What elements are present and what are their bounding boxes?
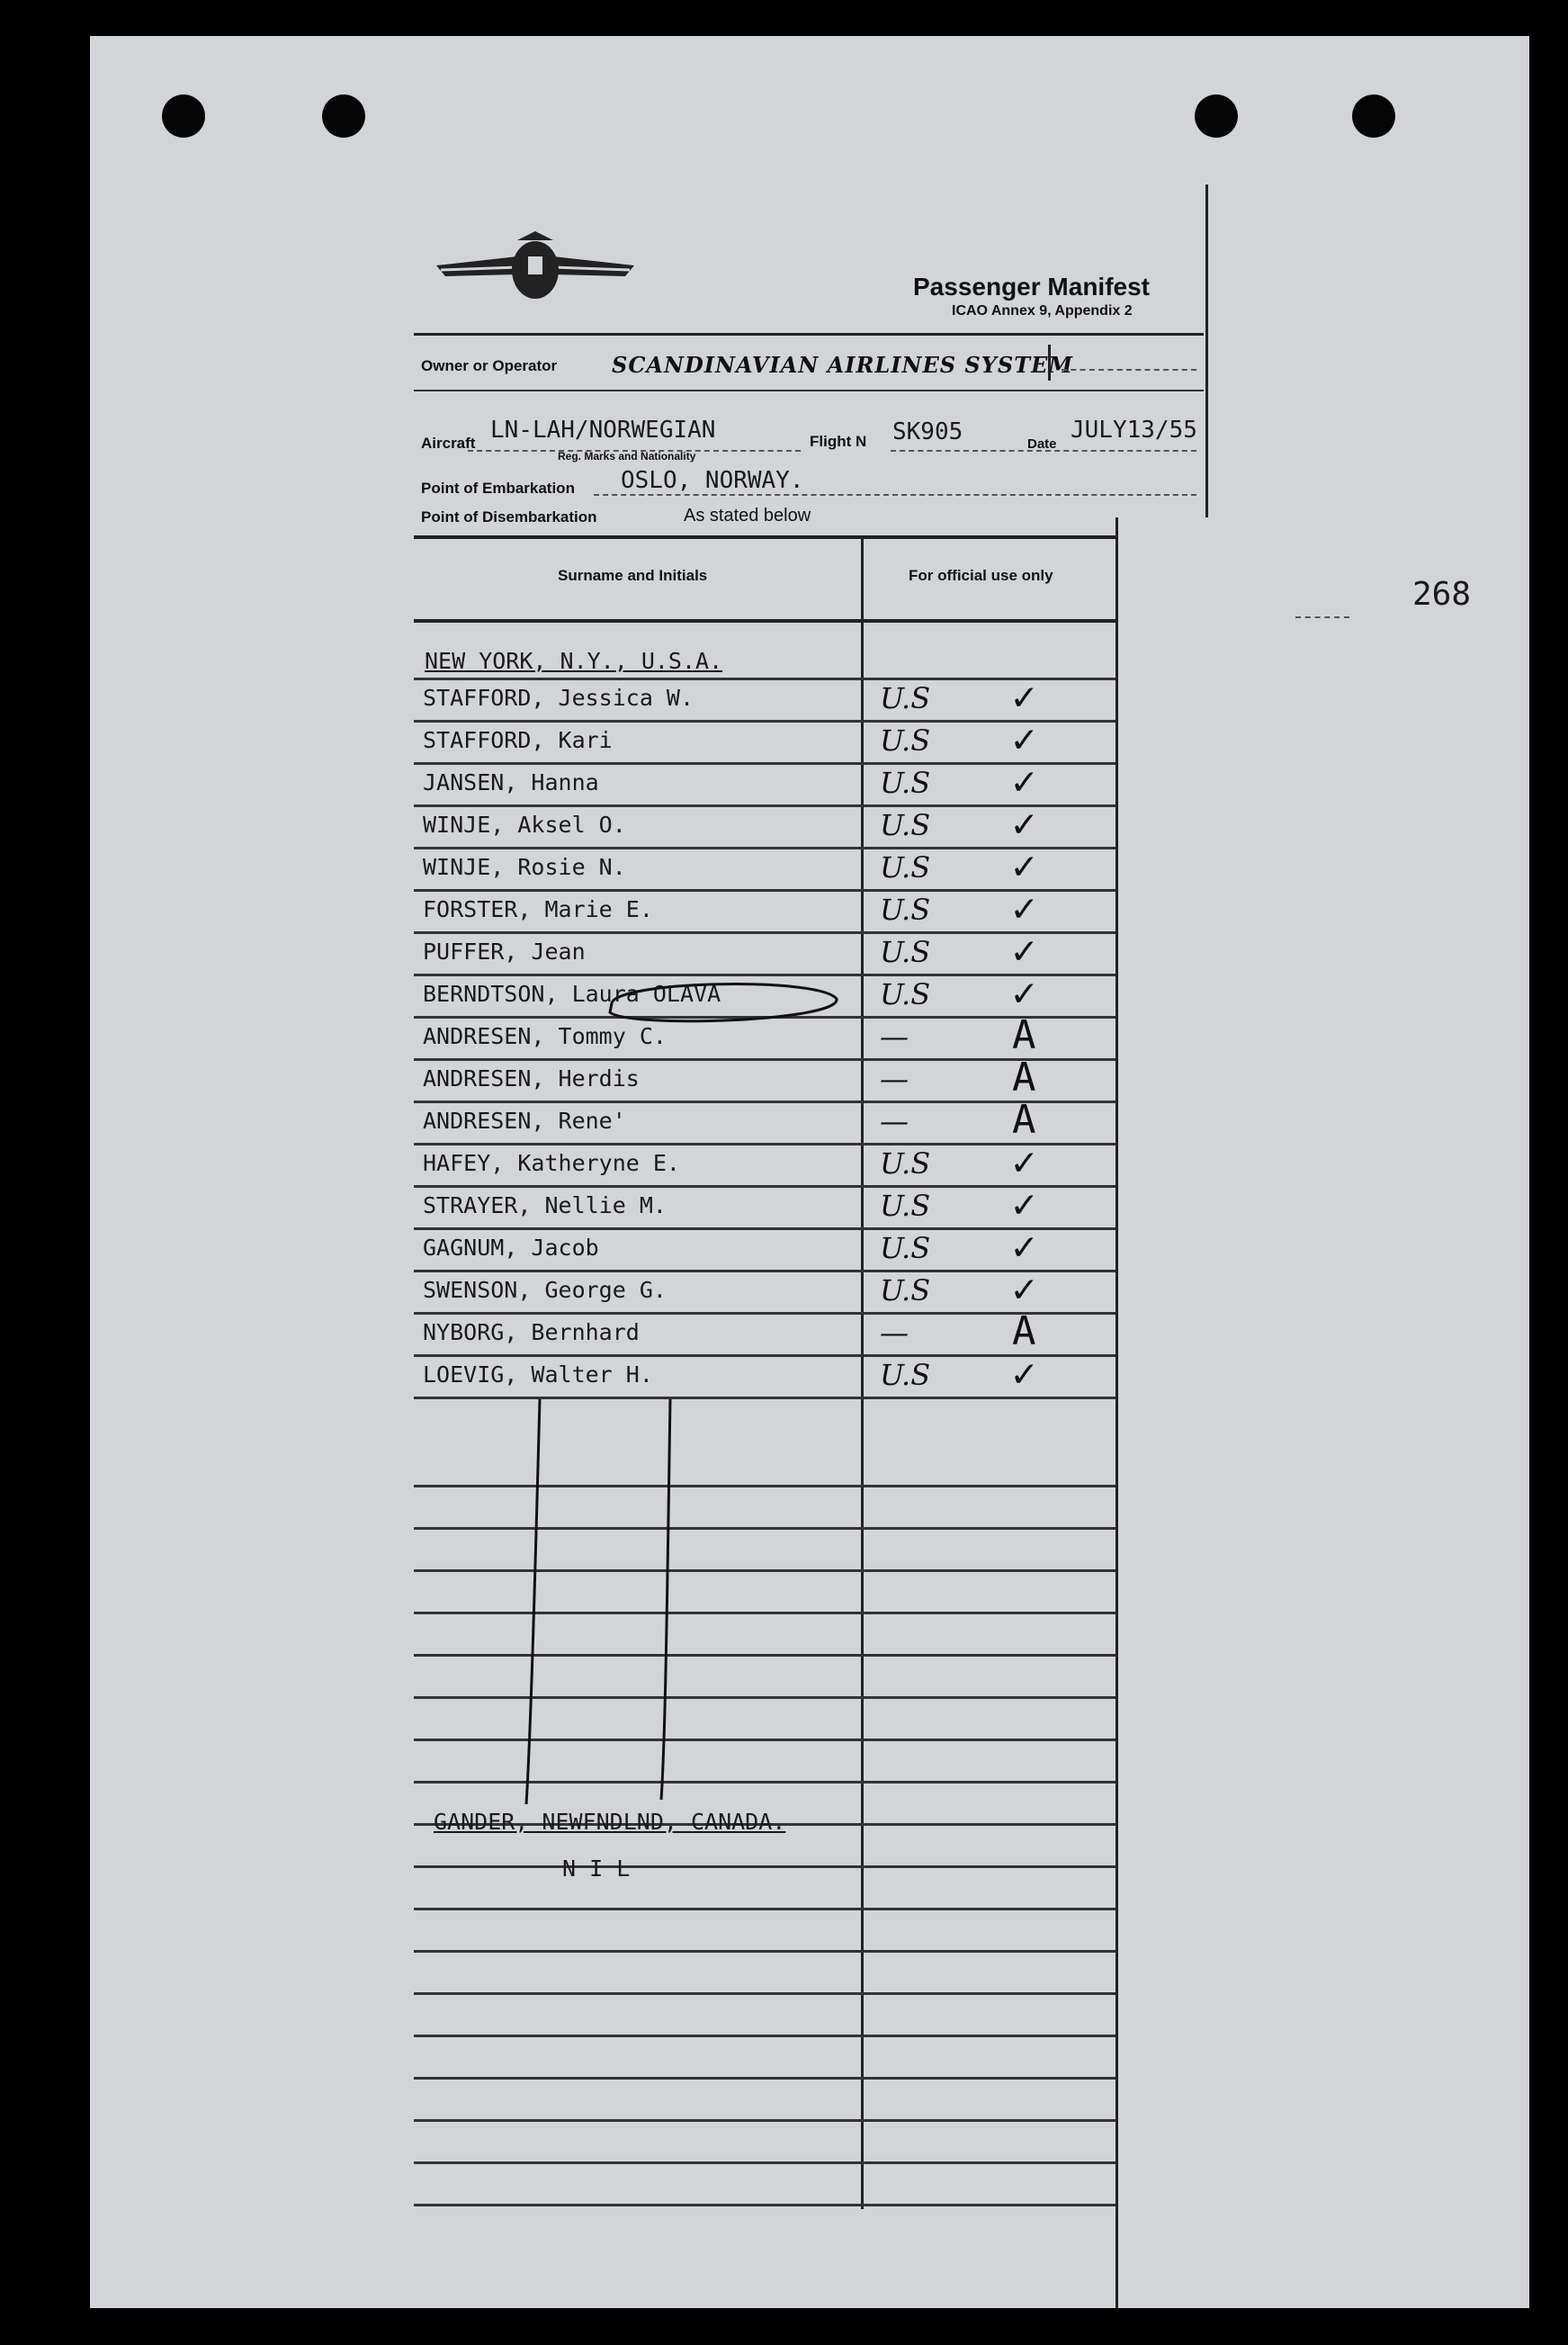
table-row (414, 1097, 1116, 1146)
destination-heading: NEW YORK, N.Y., U.S.A. (425, 648, 723, 674)
table-row (414, 1139, 1116, 1188)
check-mark: ✓ (1012, 970, 1036, 1016)
passenger-name: GAGNUM, Jacob (423, 1235, 599, 1261)
check-mark: A (1012, 1012, 1036, 1058)
punch-hole (322, 94, 365, 138)
handwritten-bracket-lines (504, 1390, 684, 1813)
table-row (414, 843, 1116, 892)
passenger-name: ANDRESEN, Rene' (423, 1108, 626, 1134)
disembark-label: Point of Disembarkation (421, 508, 597, 526)
passenger-name: HAFEY, Katheryne E. (423, 1150, 680, 1176)
official-mark: U.S (880, 766, 931, 800)
official-mark: U.S (880, 681, 931, 715)
passenger-name: LOEVIG, Walter H. (423, 1361, 653, 1388)
manifest-form (414, 184, 1205, 2308)
form-header (414, 184, 1208, 526)
flight-value: SK905 (892, 418, 963, 445)
name-circle (594, 976, 846, 1030)
passenger-name: NYBORG, Bernhard (423, 1319, 640, 1345)
passenger-name: FORSTER, Marie E. (423, 896, 653, 922)
punch-hole (1195, 94, 1238, 138)
check-mark: ✓ (1012, 716, 1036, 762)
passenger-name: STAFFORD, Kari (423, 727, 613, 753)
owner-dots (1062, 369, 1196, 371)
official-mark: U.S (880, 935, 931, 969)
official-mark: U.S (880, 723, 931, 758)
check-mark: ✓ (1012, 674, 1036, 720)
nil-text: N I L (562, 1855, 631, 1882)
owner-value: SCANDINAVIAN AIRLINES SYSTEM (612, 352, 1073, 378)
official-mark: U.S (880, 893, 931, 927)
form-subtitle: ICAO Annex 9, Appendix 2 (952, 303, 1133, 319)
manifest-page (90, 36, 1529, 2308)
passenger-name: STAFFORD, Jessica W. (423, 685, 694, 711)
passenger-name: BERNDTSON, Laura OLAVA (423, 981, 721, 1007)
disembark-value: As stated below (684, 506, 811, 526)
right-border (1116, 517, 1118, 2308)
official-mark: U.S (880, 1189, 931, 1223)
flight-label: Flight N (810, 433, 867, 450)
owner-separator (1048, 345, 1051, 381)
passenger-name: JANSEN, Hanna (423, 769, 599, 795)
punch-hole (162, 94, 205, 138)
official-mark: U.S (880, 977, 931, 1011)
passenger-name: WINJE, Rosie N. (423, 854, 626, 880)
table-row (414, 801, 1116, 849)
official-column-header: For official use only (909, 567, 1053, 584)
passenger-name: ANDRESEN, Tommy C. (423, 1023, 667, 1049)
embark-value: OSLO, NORWAY. (621, 467, 804, 494)
punch-hole (1352, 94, 1395, 138)
empty-row (414, 2077, 1116, 2122)
check-mark: A (1012, 1308, 1036, 1354)
official-mark: U.S (880, 1146, 931, 1181)
embark-label: Point of Embarkation (421, 480, 575, 497)
table-row (414, 1055, 1116, 1103)
check-mark: ✓ (1012, 843, 1036, 889)
passenger-name: WINJE, Aksel O. (423, 812, 626, 838)
table-row (414, 674, 1116, 723)
table-row (414, 928, 1116, 976)
date-label: Date (1027, 436, 1057, 452)
official-mark: U.S (880, 1358, 931, 1392)
embark-dots (594, 494, 1196, 496)
check-mark: ✓ (1012, 759, 1036, 804)
aircraft-value: LN-LAH/NORWEGIAN (490, 417, 716, 444)
table-row (414, 1266, 1116, 1315)
page-number: 268 (1412, 576, 1472, 613)
official-mark: U.S (880, 1231, 931, 1265)
official-mark: U.S (880, 1273, 931, 1307)
official-mark: U.S (880, 850, 931, 885)
empty-row (414, 1950, 1116, 1995)
passenger-name: STRAYER, Nellie M. (423, 1192, 667, 1218)
empty-row (414, 1865, 1116, 1910)
check-mark: ✓ (1012, 1224, 1036, 1270)
airline-wings-logo-icon (427, 229, 643, 310)
table-row (414, 1308, 1116, 1357)
aircraft-label: Aircraft (421, 435, 476, 452)
check-mark: ✓ (1012, 801, 1036, 847)
empty-row (414, 1908, 1116, 1953)
form-title: Passenger Manifest (913, 273, 1150, 301)
empty-row (414, 2035, 1116, 2080)
passenger-name: PUFFER, Jean (423, 939, 586, 965)
page-number-mark (1295, 616, 1349, 618)
destination-heading-2: GANDER, NEWFNDLND, CANADA. (434, 1809, 786, 1835)
check-mark: ✓ (1012, 1266, 1036, 1312)
table-top (414, 535, 1116, 539)
divider (414, 333, 1204, 336)
empty-row (414, 2161, 1116, 2206)
table-row (414, 716, 1116, 765)
check-mark: ✓ (1012, 885, 1036, 931)
check-mark: A (1012, 1097, 1036, 1143)
check-mark: ✓ (1012, 1181, 1036, 1227)
table-row (414, 1181, 1116, 1230)
divider (414, 390, 1204, 391)
header-bottom (414, 619, 1116, 623)
empty-row (414, 2119, 1116, 2164)
names-column-header: Surname and Initials (558, 567, 708, 584)
check-mark: ✓ (1012, 1139, 1036, 1185)
check-mark: ✓ (1012, 1351, 1036, 1397)
official-mark: — (880, 1104, 909, 1138)
check-mark: A (1012, 1055, 1036, 1101)
flight-dots (891, 450, 1196, 452)
table-row (414, 759, 1116, 807)
reg-label: Reg. Marks and Nationality (558, 450, 696, 463)
aircraft-dots (468, 450, 801, 452)
check-mark: ✓ (1012, 928, 1036, 974)
passenger-name: ANDRESEN, Herdis (423, 1065, 640, 1092)
official-mark: — (880, 1062, 909, 1096)
table-row (414, 1224, 1116, 1272)
official-mark: — (880, 1316, 909, 1350)
date-value: JULY13/55 (1071, 417, 1197, 444)
official-mark: — (880, 1020, 909, 1054)
official-mark: U.S (880, 808, 931, 842)
owner-label: Owner or Operator (421, 357, 558, 374)
empty-row (414, 1992, 1116, 2037)
passenger-name: SWENSON, George G. (423, 1277, 667, 1303)
table-row (414, 885, 1116, 934)
